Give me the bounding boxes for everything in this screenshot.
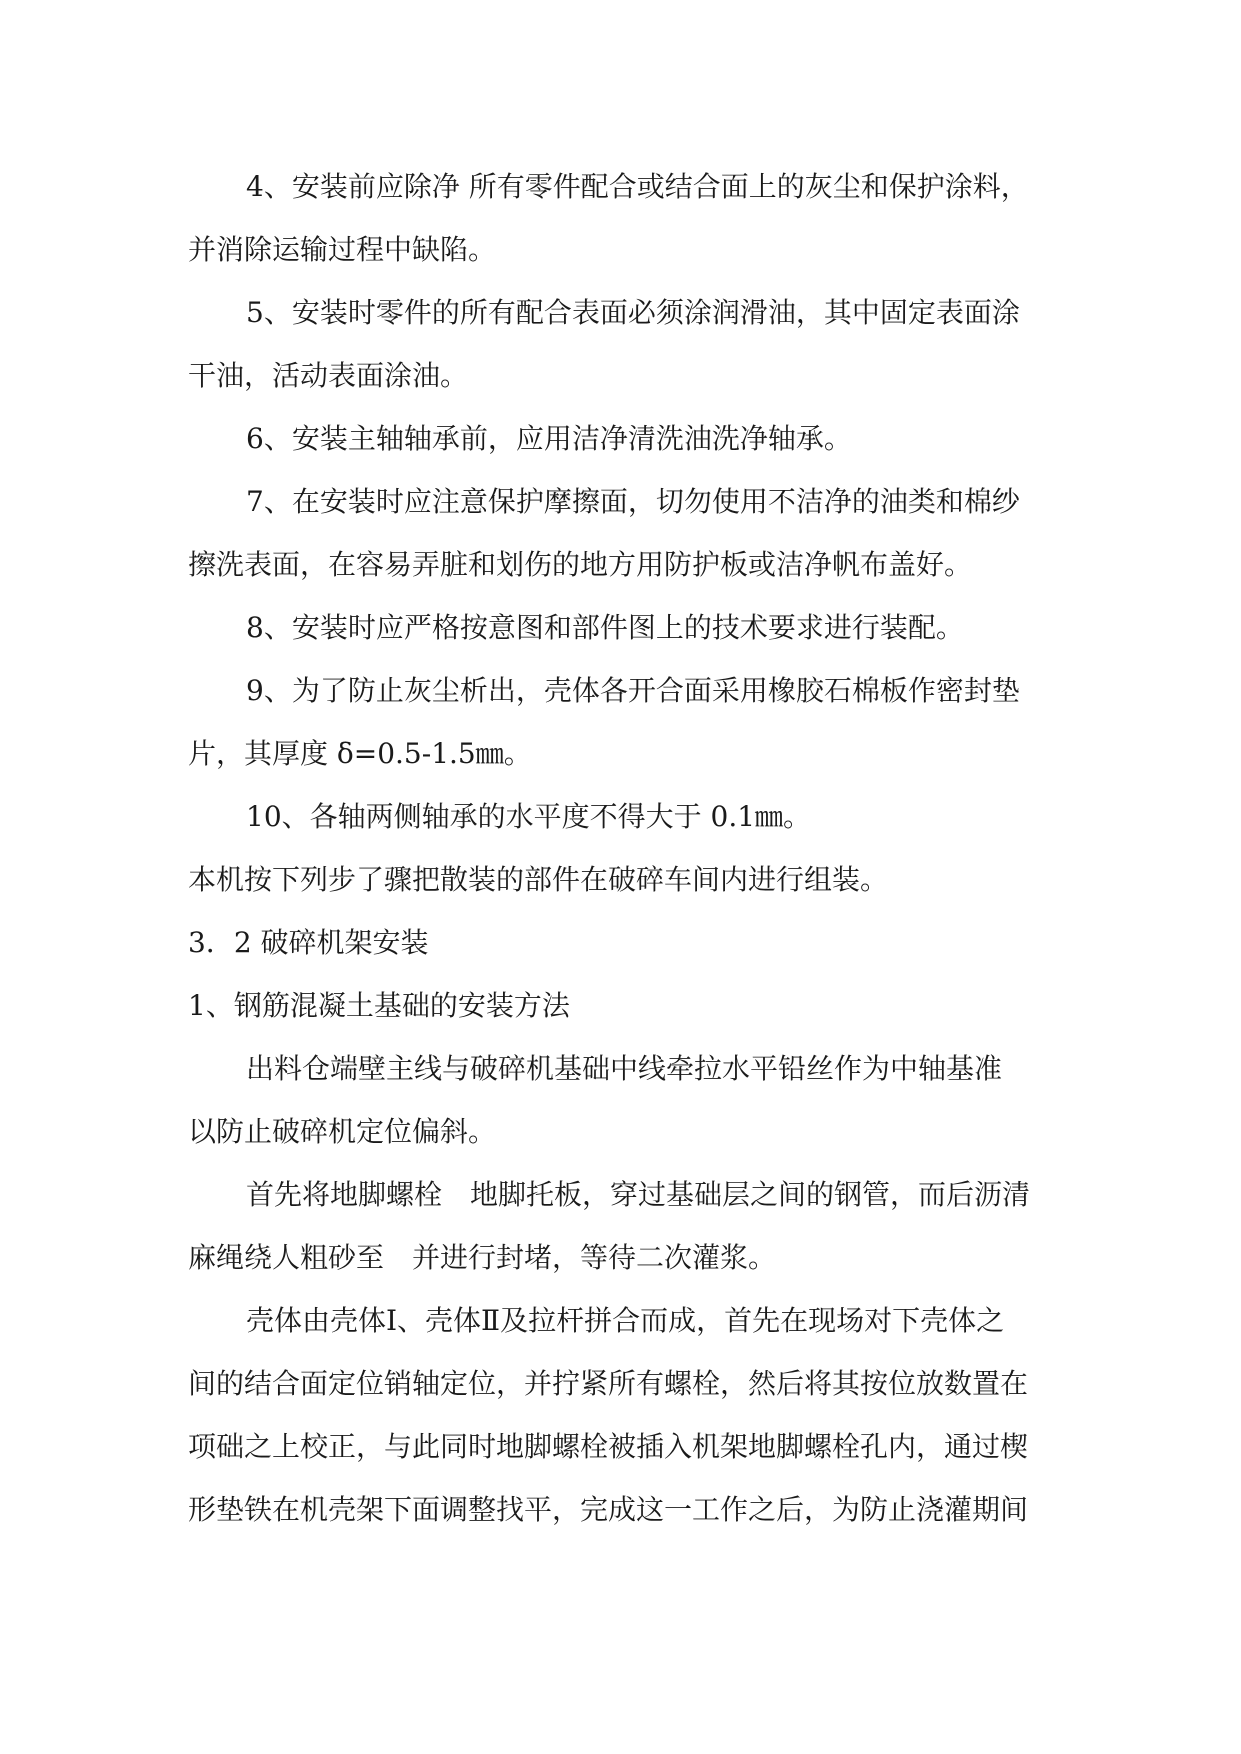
text-line: 10、各轴两侧轴承的水平度不得大于 0.1㎜。 [246,800,812,833]
assembly-note [188,848,1068,911]
text-line: 麻绳绕人粗砂至 并进行封堵，等待二次灌浆。 [188,1241,777,1274]
text-line: 并消除运输过程中缺陷。 [188,233,497,266]
text-line: 4、安装前应除净 所有零件配合或结合面上的灰尘和保护涂料， [246,170,1029,203]
text-line: 擦洗表面，在容易弄脏和划伤的地方用防护板或洁净帆布盖好。 [188,548,973,581]
text-line: 首先将地脚螺栓 地脚托板，穿过基础层之间的钢管，而后沥清 [246,1178,1031,1211]
text-line: 5、安装时零件的所有配合表面必须涂润滑油，其中固定表面涂 [246,296,1020,329]
list-item-4 [188,155,1068,281]
list-item-7 [188,470,1068,596]
section-heading [188,911,1068,974]
text-line: 8、安装时应严格按意图和部件图上的技术要求进行装配。 [246,611,964,644]
text-line: 干油，活动表面涂油。 [188,359,469,392]
paragraph-anchor-bolts [188,1163,1068,1289]
text-line: 形垫铁在机壳架下面调整找平，完成这一工作之后，为防止浇灌期间 [188,1493,1029,1526]
text-line: 1、钢筋混凝土基础的安装方法 [188,989,570,1022]
document-body [188,155,1068,1541]
text-line: 6、安装主轴轴承前，应用洁净清洗油洗净轴承。 [246,422,852,455]
text-line: 出料仓端壁主线与破碎机基础中线牵拉水平铅丝作为中轴基准 [246,1052,1003,1085]
text-line: 以防止破碎机定位偏斜。 [188,1115,497,1148]
paragraph-centerline [188,1037,1068,1163]
text-line: 片，其厚度 δ=0.5-1.5㎜。 [188,737,532,770]
text-line: 9、为了防止灰尘析出，壳体各开合面采用橡胶石棉板作密封垫 [246,674,1020,707]
text-line: 本机按下列步了骤把散装的部件在破碎车间内进行组装。 [188,863,889,896]
paragraph-housing [188,1289,1068,1541]
list-item-9 [188,659,1068,785]
list-item-10 [188,785,1068,848]
text-line: 壳体由壳体Ⅰ、壳体Ⅱ及拉杆拼合而成，首先在现场对下壳体之 [246,1304,1005,1337]
text-line: 3．2 破碎机架安装 [188,926,429,959]
text-line: 7、在安装时应注意保护摩擦面，切勿使用不洁净的油类和棉纱 [246,485,1020,518]
text-line: 间的结合面定位销轴定位，并拧紧所有螺栓，然后将其按位放数置在 [188,1367,1029,1400]
text-line: 项础之上校正，与此同时地脚螺栓被插入机架地脚螺栓孔内，通过楔 [188,1430,1029,1463]
list-item-5 [188,281,1068,407]
subsection-heading [188,974,1068,1037]
list-item-8 [188,596,1068,659]
list-item-6 [188,407,1068,470]
